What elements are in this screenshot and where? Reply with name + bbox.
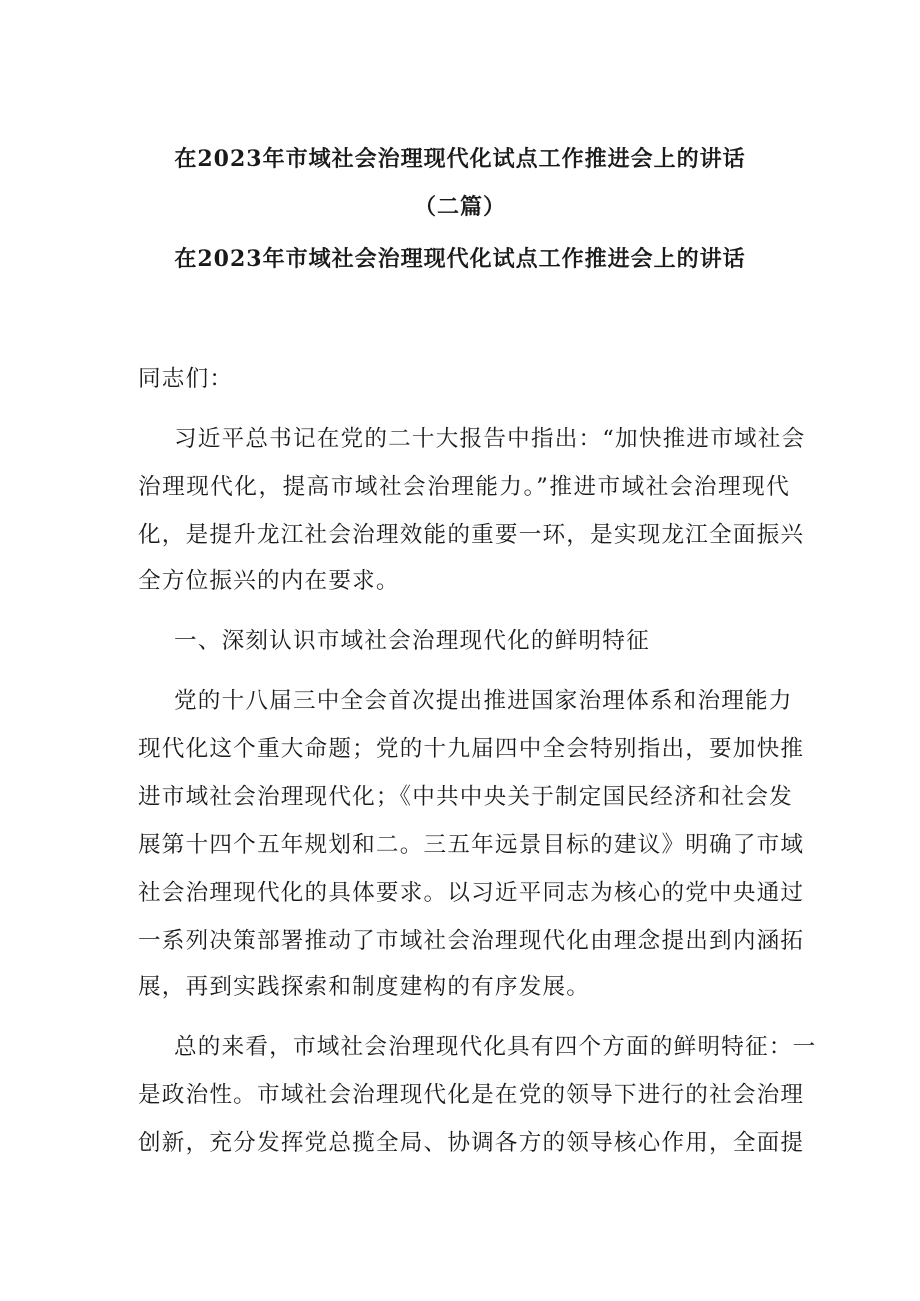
paragraph-line: 化，是提升龙江社会治理效能的重要一环，是实现龙江全面振兴 <box>138 522 805 548</box>
paragraph-line: 展第十四个五年规划和二。三五年远景目标的建议》明确了市域 <box>138 832 805 858</box>
salutation: 同志们： <box>138 366 234 392</box>
paragraph-line: 创新，充分发挥党总揽全局、协调各方的领导核心作用，全面提 <box>138 1130 805 1156</box>
paragraph-line: 是政治性。市域社会治理现代化是在党的领导下进行的社会治理 <box>138 1082 805 1108</box>
paragraph-line: 党的十八届三中全会首次提出推进国家治理体系和治理能力 <box>174 688 793 714</box>
paragraph-line: 进市域社会治理现代化；《中共中央关于制定国民经济和社会发 <box>138 784 793 810</box>
section-heading: 一、深刻认识市域社会治理现代化的鲜明特征 <box>174 628 650 654</box>
document-subtitle: （二篇） <box>413 194 506 220</box>
paragraph-line: 治理现代化，提高市域社会治理能力。”推进市域社会治理现代 <box>138 474 790 500</box>
paragraph-line: 展，再到实践探索和制度建构的有序发展。 <box>138 974 591 1000</box>
paragraph-line: 全方位振兴的内在要求。 <box>138 568 400 594</box>
paragraph-line: 社会治理现代化的具体要求。以习近平同志为核心的党中央通过 <box>138 880 805 906</box>
document-title-repeat: 在2023年市域社会治理现代化试点工作推进会上的讲话 <box>174 246 746 272</box>
paragraph-line: 一系列决策部署推动了市域社会治理现代化由理念提出到内涵拓 <box>138 928 805 954</box>
document-title: 在2023年市域社会治理现代化试点工作推进会上的讲话 <box>174 146 746 172</box>
paragraph-line: 现代化这个重大命题；党的十九届四中全会特别指出，要加快推 <box>138 736 805 762</box>
paragraph-line: 习近平总书记在党的二十大报告中指出：“加快推进市域社会 <box>174 426 806 452</box>
paragraph-line: 总的来看，市域社会治理现代化具有四个方面的鲜明特征：一 <box>174 1034 817 1060</box>
